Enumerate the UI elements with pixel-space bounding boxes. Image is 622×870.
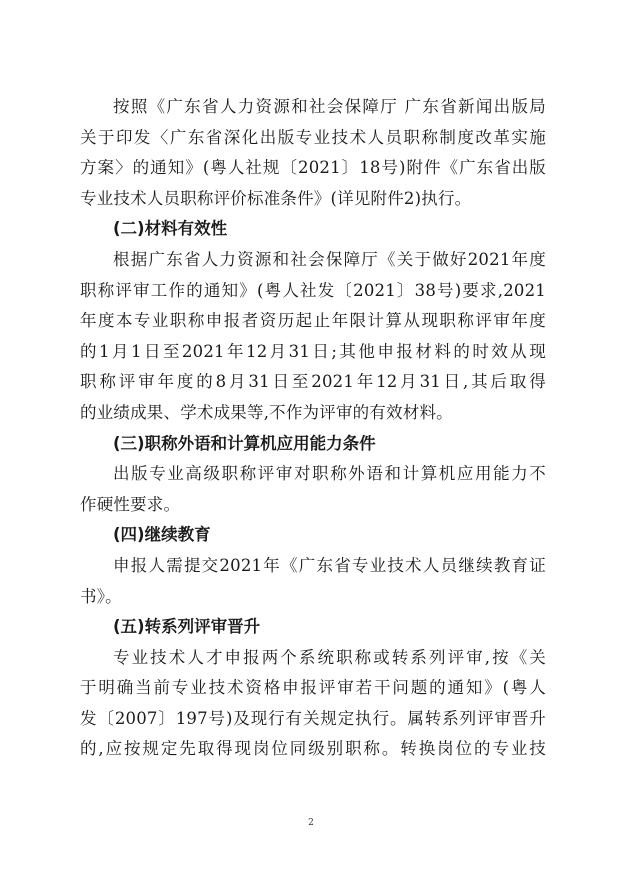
section-heading-series-transfer: (五)转系列评审晋升	[113, 617, 261, 637]
paragraph-line: 专业技术人员职称评价标准条件》(详见附件2)执行。	[80, 188, 472, 208]
section-heading-materials-validity: (二)材料有效性	[113, 219, 228, 239]
paragraph-line: 的业绩成果、学术成果等,不作为评审的有效材料。	[80, 402, 453, 422]
paragraph-line: 于明确当前专业技术资格申报评审若干问题的通知》(粤人	[80, 678, 546, 698]
section-heading-language-computer: (三)职称外语和计算机应用能力条件	[113, 433, 376, 453]
paragraph-line: 按照《广东省人力资源和社会保障厅 广东省新闻出版局	[113, 97, 546, 116]
document-body	[80, 92, 546, 765]
paragraph-line: 职称评审年度的8月31日至2021年12月31日,其后取得	[80, 372, 546, 392]
paragraph-line: 年度本专业职称申报者资历起止年限计算从现职称评审年度	[80, 311, 546, 331]
paragraph-line: 申报人需提交2021年《广东省专业技术人员继续教育证	[113, 555, 546, 575]
paragraph-line: 专业技术人才申报两个系统职称或转系列评审,按《关	[113, 647, 546, 667]
paragraph-line: 发〔2007〕197号)及现行有关规定执行。属转系列评审晋升	[80, 708, 546, 728]
paragraph-line: 的,应按规定先取得现岗位同级别职称。转换岗位的专业技	[80, 739, 546, 759]
paragraph-line: 的1月1日至2021年12月31日;其他申报材料的时效从现	[80, 341, 546, 361]
paragraph-line: 关于印发〈广东省深化出版专业技术人员职称制度改革实施	[80, 127, 546, 147]
paragraph-line: 根据广东省人力资源和社会保障厅《关于做好2021年度	[113, 249, 546, 269]
paragraph-line: 作硬性要求。	[80, 494, 181, 514]
paragraph-line: 职称评审工作的通知》(粤人社发〔2021〕38号)要求,2021	[80, 280, 546, 300]
page-number: 2	[308, 818, 314, 828]
paragraph-line: 出版专业高级职称评审对职称外语和计算机应用能力不	[113, 464, 546, 484]
paragraph-line: 方案〉的通知》(粤人社规〔2021〕18号)附件《广东省出版	[80, 158, 546, 178]
section-heading-continuing-education: (四)继续教育	[113, 525, 211, 545]
paragraph-line: 书》。	[80, 586, 122, 606]
